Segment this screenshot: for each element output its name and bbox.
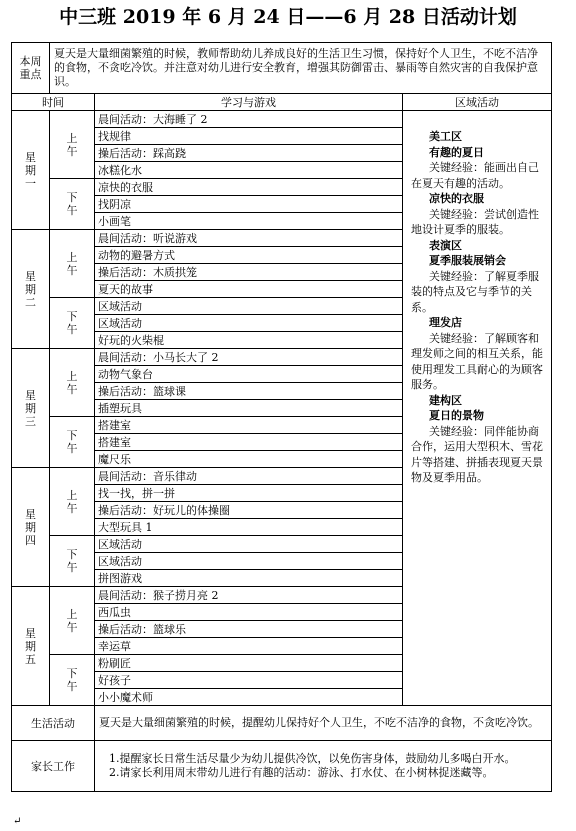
activity-cell: 操后活动：篮球乐 (95, 621, 403, 638)
day-label: 星 期 四 (12, 468, 50, 587)
activity-cell: 冰糕化水 (95, 162, 403, 179)
pm-label: 下 午 (50, 417, 95, 468)
area-activity-cell (403, 111, 552, 706)
activity-cell: 区域活动 (95, 315, 403, 332)
activity-cell: 搭建室 (95, 417, 403, 434)
time-header: 时间 (12, 94, 95, 111)
focus-label: 本周重点 (12, 43, 50, 94)
activity-cell: 凉快的衣服 (95, 179, 403, 196)
area-key-experience: 关键经验：能画出自己在夏天有趣的活动。 (411, 161, 539, 190)
paragraph-mark: ↵ (13, 816, 22, 827)
parents-label: 家长工作 (12, 741, 95, 792)
area-heading: 表演区 (429, 238, 462, 252)
area-key-experience: 关键经验：同伴能协商合作，运用大型积木、雪花片等搭建、拼插表现夏天景物及夏季用品。 (411, 424, 543, 484)
pm-label: 下 午 (50, 536, 95, 587)
plan-table (11, 42, 552, 792)
day-label: 星 期 三 (12, 349, 50, 468)
activity-cell: 找阴凉 (95, 196, 403, 213)
am-label: 上 午 (50, 349, 95, 417)
focus-text: 夏天是大量细菌繁殖的时候，教师帮助幼儿养成良好的生活卫生习惯，保持好个人卫生，不吃不洁净的食物，不贪吃冷饮。并注意对幼儿进行安全教育，增强其防御雷击、暴雨等自然灾害的自我保护意识。 (50, 43, 552, 94)
activity-cell: 幸运草 (95, 638, 403, 655)
pm-label: 下 午 (50, 655, 95, 706)
am-label: 上 午 (50, 230, 95, 298)
area-subheading: 有趣的夏日 (429, 145, 484, 159)
activity-cell: 操后活动：好玩儿的体操圈 (95, 502, 403, 519)
area-key-experience: 关键经验：了解夏季服装的特点及它与季节的关系。 (411, 269, 539, 314)
area-heading: 建构区 (429, 393, 462, 407)
area-heading: 美工区 (429, 130, 462, 143)
parents-row (12, 741, 552, 792)
activity-cell: 西瓜虫 (95, 604, 403, 621)
life-text: 夏天是大量细菌繁殖的时候，提醒幼儿保持好个人卫生，不吃不洁净的食物，不贪吃冷饮。 (95, 706, 552, 741)
day-label: 星 期 二 (12, 230, 50, 349)
activity-cell: 动物的避暑方式 (95, 247, 403, 264)
parents-item: 1.提醒家长日常生活尽量少为幼儿提供冷饮，以免伤害身体，鼓励幼儿多喝白开水。 (109, 752, 516, 765)
activity-cell: 找一找，拼一拼 (95, 485, 403, 502)
activity-cell: 晨间活动：小马长大了 2 (95, 349, 403, 366)
activity-cell: 操后活动：篮球课 (95, 383, 403, 400)
activity-cell: 区域活动 (95, 553, 403, 570)
parents-item: 2.请家长利用周末带幼儿进行有趣的活动：游泳、打水仗、在小树林捉迷藏等。 (109, 766, 494, 779)
pm-label: 下 午 (50, 179, 95, 230)
parents-text (95, 741, 552, 792)
life-row (12, 706, 552, 741)
area-subheading: 夏季服装展销会 (429, 254, 506, 267)
area-key-experience: 关键经验：尝试创造性地设计夏季的服装。 (411, 207, 539, 236)
activity-cell: 粉刷匠 (95, 655, 403, 672)
area-heading: 凉快的衣服 (429, 192, 484, 205)
area-header: 区域活动 (403, 94, 552, 111)
activity-cell: 动物气象台 (95, 366, 403, 383)
pm-label: 下 午 (50, 298, 95, 349)
activity-cell: 魔尺乐 (95, 451, 403, 468)
activity-cell: 操后活动：木质拱笼 (95, 264, 403, 281)
learning-header: 学习与游戏 (95, 94, 403, 111)
activity-cell: 晨间活动：音乐律动 (95, 468, 403, 485)
activity-cell: 小小魔术师 (95, 689, 403, 706)
activity-cell: 大型玩具 1 (95, 519, 403, 536)
activity-cell: 夏天的故事 (95, 281, 403, 298)
activity-cell: 晨间活动：大海睡了 2 (95, 111, 403, 128)
area-subheading: 夏日的景物 (429, 409, 484, 422)
am-label: 上 午 (50, 587, 95, 655)
activity-cell: 搭建室 (95, 434, 403, 451)
page-title: 中三班 2019 年 6 月 24 日——6 月 28 日活动计划 (59, 6, 517, 28)
activity-cell: 晨间活动：听说游戏 (95, 230, 403, 247)
activity-cell: 晨间活动：猴子捞月亮 2 (95, 587, 403, 604)
activity-cell: 好玩的火柴棍 (95, 332, 403, 349)
area-key-experience: 关键经验：了解顾客和理发师之间的相互关系，能使用理发工具耐心的为顾客服务。 (411, 331, 543, 391)
activity-row (12, 111, 552, 128)
activity-cell: 找规律 (95, 128, 403, 145)
area-heading: 理发店 (429, 316, 462, 329)
life-label: 生活活动 (12, 706, 95, 741)
am-label: 上 午 (50, 111, 95, 179)
activity-cell: 拼图游戏 (95, 570, 403, 587)
activity-cell: 好孩子 (95, 672, 403, 689)
day-label: 星 期 一 (12, 111, 50, 230)
activity-cell: 区域活动 (95, 298, 403, 315)
activity-cell: 区域活动 (95, 536, 403, 553)
activity-cell: 操后活动：踩高跷 (95, 145, 403, 162)
activity-cell: 插塑玩具 (95, 400, 403, 417)
day-label: 星 期 五 (12, 587, 50, 706)
am-label: 上 午 (50, 468, 95, 536)
activity-cell: 小画笔 (95, 213, 403, 230)
